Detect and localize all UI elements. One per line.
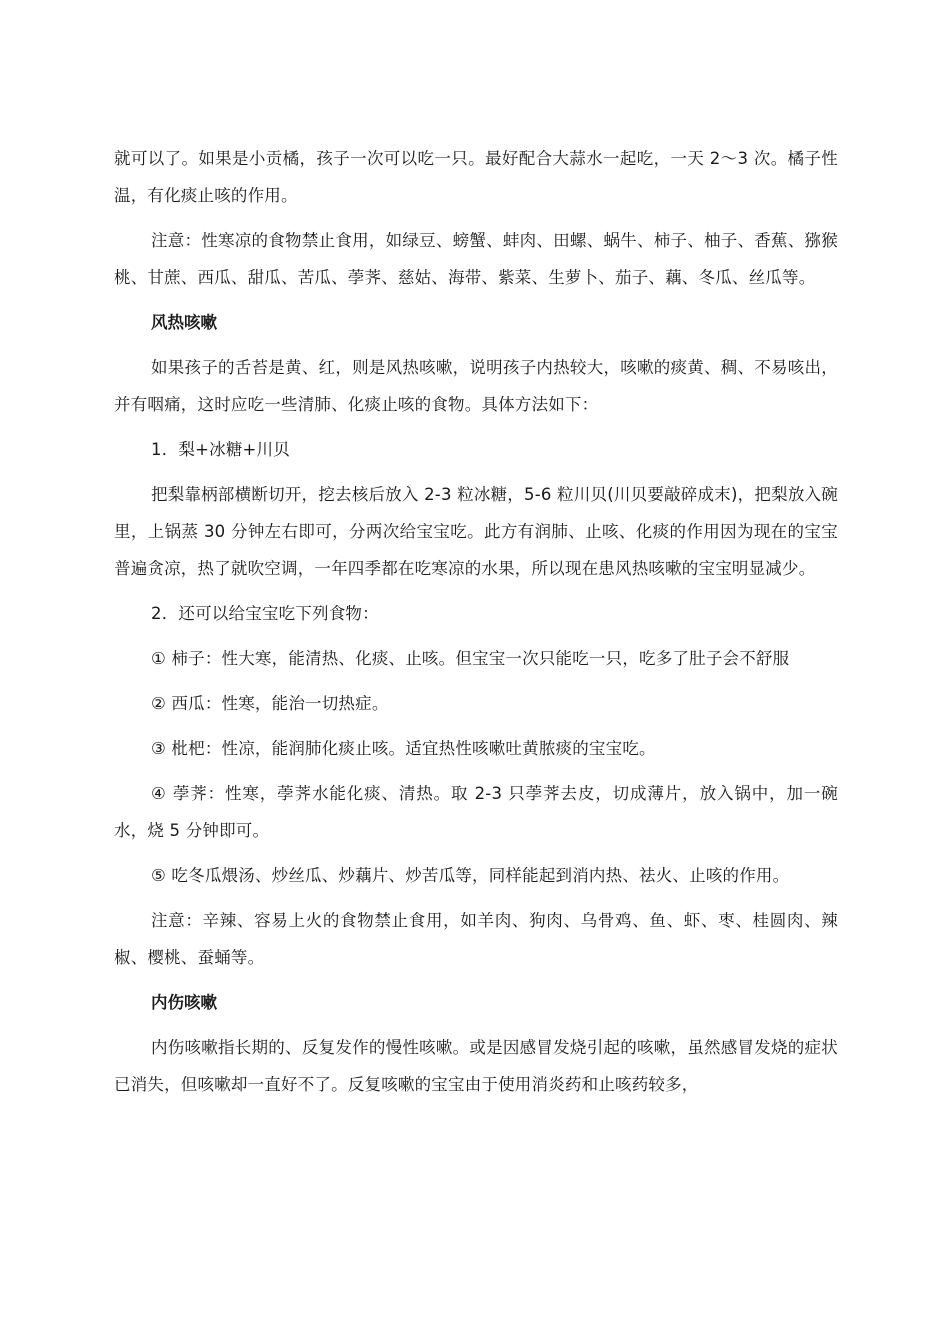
list-item-water-chestnut: ④ 荸荠：性寒，荸荠水能化痰、清热。取 2-3 只荸荠去皮，切成薄片，放入锅中，加一碗水，烧 5 分钟即可。	[114, 784, 838, 840]
paragraph-item-1-title: 1．梨+冰糖+川贝	[151, 440, 290, 459]
list-item-loquat: ③ 枇杷：性凉，能润肺化痰止咳。适宜热性咳嗽吐黄脓痰的宝宝吃。	[151, 739, 656, 758]
list-item-wax-gourd: ⑤ 吃冬瓜煨汤、炒丝瓜、炒藕片、炒苦瓜等，同样能起到消内热、祛火、止咳的作用。	[151, 866, 790, 885]
list-item-persimmon: ① 柿子：性大寒，能清热、化痰、止咳。但宝宝一次只能吃一只，吃多了肚子会不舒服	[151, 649, 790, 668]
paragraph-pear-recipe: 把梨靠柄部横断切开，挖去核后放入 2-3 粒冰糖，5-6 粒川贝(川贝要敲碎成末)，把梨放入碗里，上锅蒸 30 分钟左右即可，分两次给宝宝吃。此方有润肺、止咳、化痰的作用因为现在的宝宝普遍贪凉，热了就吹空调，一年四季都在吃寒凉的水果，所以现在患风热咳嗽的宝宝明显减少。	[114, 485, 838, 578]
paragraph-internal-cough-intro: 内伤咳嗽指长期的、反复发作的慢性咳嗽。或是因感冒发烧引起的咳嗽，虽然感冒发烧的症状已消失，但咳嗽却一直好不了。反复咳嗽的宝宝由于使用消炎药和止咳药较多，	[114, 1038, 838, 1094]
heading-wind-heat-cough: 风热咳嗽	[151, 313, 217, 332]
paragraph-item-2-title: 2．还可以给宝宝吃下列食物：	[151, 604, 379, 623]
paragraph-spicy-food-note: 注意：辛辣、容易上火的食物禁止食用，如羊肉、狗肉、乌骨鸡、鱼、虾、枣、桂圆肉、辣椒、樱桃、蚕蛹等。	[114, 911, 838, 967]
paragraph-cold-food-note: 注意：性寒凉的食物禁止食用，如绿豆、螃蟹、蚌肉、田螺、蜗牛、柿子、柚子、香蕉、猕猴桃、甘蔗、西瓜、甜瓜、苦瓜、荸荠、慈姑、海带、紫菜、生萝卜、茄子、藕、冬瓜、丝瓜等。	[114, 231, 838, 287]
paragraph-tangerine: 就可以了。如果是小贡橘，孩子一次可以吃一只。最好配合大蒜水一起吃，一天 2～3 次。橘子性温，有化痰止咳的作用。	[114, 149, 838, 205]
paragraph-wind-heat-intro: 如果孩子的舌苔是黄、红，则是风热咳嗽，说明孩子内热较大，咳嗽的痰黄、稠、不易咳出，并有咽痛，这时应吃一些清肺、化痰止咳的食物。具体方法如下：	[114, 358, 838, 414]
heading-internal-cough: 内伤咳嗽	[151, 993, 217, 1012]
list-item-watermelon: ② 西瓜：性寒，能治一切热症。	[151, 694, 389, 713]
document-body	[114, 140, 838, 1111]
